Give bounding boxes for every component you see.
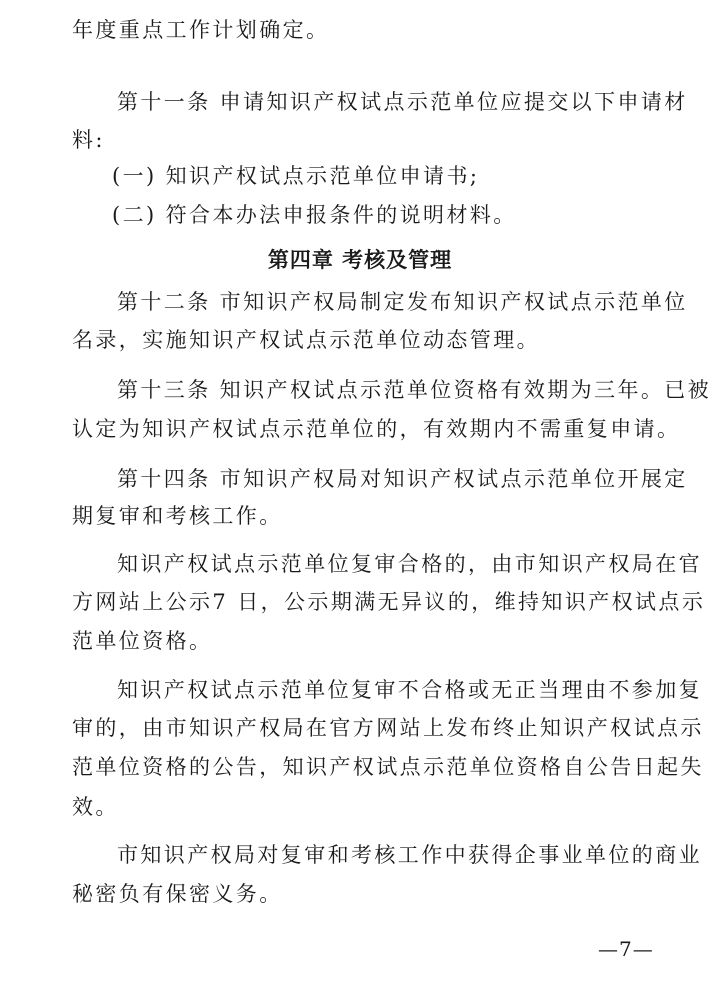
text-line: 秘密负有保密义务。 bbox=[72, 882, 283, 906]
text-line: 期复审和考核工作。 bbox=[72, 504, 283, 528]
text-line: 认定为知识产权试点示范单位的，有效期内不需重复申请。 bbox=[72, 417, 681, 441]
text-line: 第十一条 申请知识产权试点示范单位应提交以下申请材 bbox=[117, 90, 688, 114]
text-line: 效。 bbox=[72, 795, 119, 819]
text-line: 料: bbox=[72, 128, 105, 152]
text-line: 第十二条 市知识产权局制定发布知识产权试点示范单位 bbox=[117, 290, 688, 314]
text-line: 名录，实施知识产权试点示范单位动态管理。 bbox=[72, 328, 540, 352]
text-line: 第十三条 知识产权试点示范单位资格有效期为三年。已被 bbox=[117, 378, 712, 402]
text-line: (一) 知识产权试点示范单位申请书; bbox=[112, 164, 480, 188]
page-number: —7— bbox=[598, 937, 654, 961]
text-line: 市知识产权局对复审和考核工作中获得企事业单位的商业 bbox=[117, 843, 702, 867]
text-line: 第十四条 市知识产权局对知识产权试点示范单位开展定 bbox=[117, 467, 688, 491]
text-line: 知识产权试点示范单位复审合格的，由市知识产权局在官 bbox=[117, 552, 702, 576]
text-line: 知识产权试点示范单位复审不合格或无正当理由不参加复 bbox=[117, 678, 702, 702]
text-line: 方网站上公示7 日，公示期满无异议的，维持知识产权试点示 bbox=[72, 590, 706, 614]
text-line: (二) 符合本办法申报条件的说明材料。 bbox=[112, 203, 517, 227]
text-line: 范单位资格。 bbox=[72, 629, 213, 653]
text-line: 范单位资格的公告，知识产权试点示范单位资格自公告日起失 bbox=[72, 755, 704, 779]
chapter-heading: 第四章 考核及管理 bbox=[267, 247, 453, 272]
text-line: 年度重点工作计划确定。 bbox=[72, 18, 330, 42]
text-line: 审的，由市知识产权局在官方网站上发布终止知识产权试点示 bbox=[72, 716, 704, 740]
